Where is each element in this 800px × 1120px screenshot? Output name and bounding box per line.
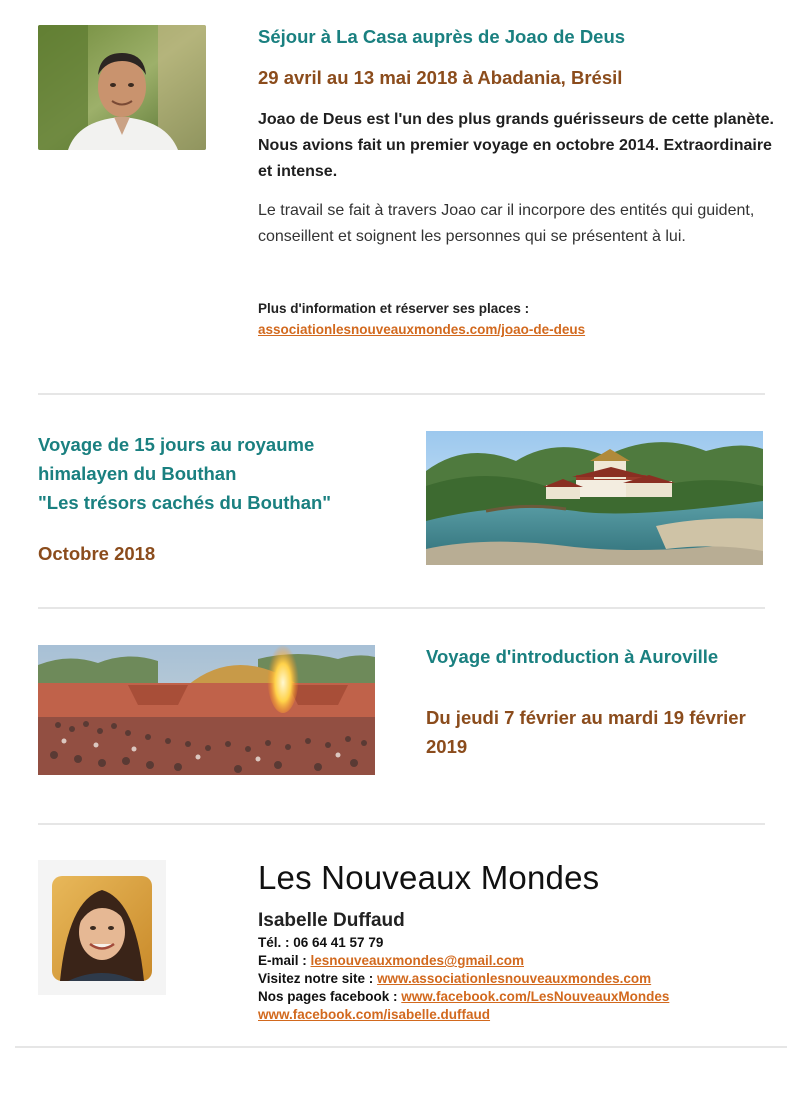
- bhutan-section-date: Octobre 2018: [38, 543, 156, 564]
- bhutan-title-line-1: Voyage de 15 jours au royaume: [38, 434, 315, 455]
- auroville-gathering-photo: [38, 645, 375, 775]
- bhutan-title-line-2: himalayen du Bouthan: [38, 463, 237, 484]
- isabelle-duffaud-photo: [38, 860, 166, 995]
- contact-facebook-row: [258, 989, 669, 1004]
- auroville-section-title: Voyage d'introduction à Auroville: [426, 646, 719, 667]
- auroville-section-date: Du jeudi 7 février au mardi 19 février 2019: [426, 707, 746, 757]
- facebook-label: Nos pages facebook :: [258, 989, 402, 1004]
- email-label: E-mail :: [258, 953, 311, 968]
- facebook-link-personal[interactable]: www.facebook.com/isabelle.duffaud: [258, 1007, 491, 1022]
- email-link[interactable]: lesnouveauxmondes@gmail.com: [310, 953, 524, 968]
- contact-facebook-row-2: [258, 1007, 490, 1022]
- contact-name: Isabelle Duffaud: [258, 910, 405, 931]
- joao-section-date: 29 avril au 13 mai 2018 à Abadania, Brésil: [258, 67, 623, 88]
- joao-info-link[interactable]: associationlesnouveauxmondes.com/joao-de-deus: [258, 322, 586, 337]
- section-divider: [38, 823, 765, 825]
- joao-more-info-label: Plus d'information et réserver ses places :: [258, 301, 530, 316]
- organization-name: Les Nouveaux Mondes: [258, 859, 600, 896]
- site-link[interactable]: www.associationlesnouveauxmondes.com: [377, 971, 652, 986]
- joao-section-title: Séjour à La Casa auprès de Joao de Deus: [258, 26, 626, 47]
- section-divider: [38, 393, 765, 395]
- bhutan-title-line-3: "Les trésors cachés du Bouthan": [38, 492, 332, 513]
- footer-divider: [15, 1046, 787, 1048]
- facebook-link-association[interactable]: www.facebook.com/LesNouveauxMondes: [401, 989, 670, 1004]
- joao-body-paragraph: Le travail se fait à travers Joao car il incorpore des entités qui guident, conseillent et soignent les personnes qui se présentent à lui.: [258, 202, 755, 245]
- joao-de-deus-photo: [38, 25, 206, 150]
- contact-site-row: [258, 971, 651, 986]
- site-label: Visitez notre site :: [258, 971, 378, 986]
- contact-phone: Tél. : 06 64 41 57 79: [258, 935, 384, 950]
- bhutan-dzong-photo: [426, 431, 763, 565]
- bhutan-section-title: [38, 430, 398, 517]
- section-divider: [38, 607, 765, 609]
- contact-email-row: [258, 953, 524, 968]
- joao-intro-paragraph: Joao de Deus est l'un des plus grands guérisseurs de cette planète. Nous avions fait un premier voyage en octobre 2014. Extraordinaire et intense.: [258, 111, 774, 180]
